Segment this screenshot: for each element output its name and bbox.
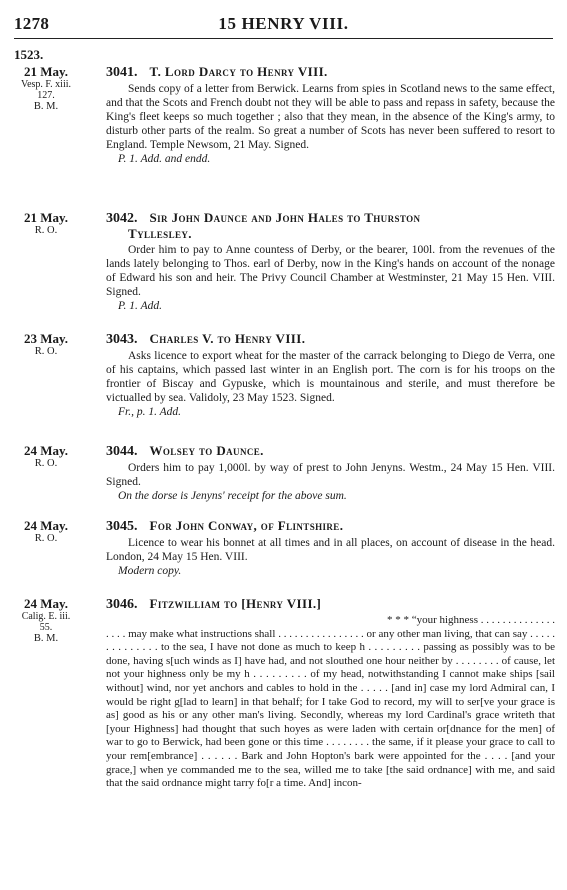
entry-date: 24 May. [23, 443, 69, 458]
entry-main [106, 596, 555, 791]
entry-main [106, 331, 555, 419]
page-number: 1278 [14, 14, 50, 33]
entry-date: 24 May. [23, 596, 69, 611]
entry-title: For John Conway, of Flintshire. [149, 518, 344, 533]
entry-note: Fr., p. 1. Add. [118, 406, 182, 418]
entry-note: On the dorse is Jenyns' receipt for the above sum. [118, 490, 347, 502]
entry-main [106, 210, 555, 313]
entry-number: 3046. [106, 597, 138, 612]
entry-main [106, 443, 555, 503]
entry-source: B. M. [33, 633, 59, 644]
entry-margin [0, 443, 92, 470]
entry-source: R. O. [34, 225, 58, 236]
entry-number: 3043. [106, 332, 138, 347]
entry-reference: Calig. E. iii. [21, 611, 71, 622]
entry-source: B. M. [33, 101, 59, 112]
entry-title: Wolsey to Daunce. [149, 443, 264, 458]
entry-date: 21 May. [23, 210, 69, 225]
entry-margin [0, 518, 92, 545]
entry-margin [0, 596, 92, 645]
entry-reference-folio: 55. [39, 622, 53, 633]
entry-body: . . . . may make what instructions shall . . . . . . . . . . . . . . . . or any other man living, that can say . . . . . . . . . . . . . . to the sea, I have not done as much to keep h . . . . . . . . . passing as possibly was to be done, having s[uch winds as I] have had, and not slouthed one hour neither by . . . . . . . . of cause, let not your highness only be my h . . . . . . . . . of my head, notwithstanding I cannot make ships [sail without] wind, nor yet anchors and cables to hold in the . . . . . [and in] case my lord Admiral can, I would be right g[lad to learn] in that behalf; for I take God to record, my will to ser[ve your grace is as] good as his or any other man's living. Secondly, whereas my lord Cardinal's grace writeth that [your Highness] had thought that such hoyes as were laden with certain or[dnance for the men] of war to go to Berwick, had been gone or this time . . . . . . . . the same, if it please your grace to call to your rem[embrance] . . . . . . Bark and John Hopton's bark were appointed for the . . . . [and your grace,] when ye commanded me to the sea, willed me to take [the said ordnance] with me, and said that the said ordnance might tarry fo[r a time. And] incon- [106, 627, 555, 790]
entry-number: 3041. [106, 65, 138, 80]
entry-number: 3044. [106, 444, 138, 459]
entry-title: Sir John Daunce and John Hales to Thurston [149, 210, 421, 225]
entry-title-tail: * * * “your highness . . . . . . . . . . . . . . [386, 614, 555, 626]
entry-number: 3042. [106, 211, 138, 226]
running-head: 15 HENRY VIII. [218, 14, 349, 33]
entry-source: R. O. [34, 533, 58, 544]
entry-source: R. O. [34, 346, 58, 357]
entry-title-continued: Tyllesley. [128, 226, 192, 241]
entry-date: 21 May. [23, 64, 69, 79]
page-header [14, 10, 553, 36]
entry-title: Fitzwilliam to [Henry VIII.] [149, 596, 322, 611]
year-label: 1523. [14, 47, 44, 62]
entry-title: T. Lord Darcy to Henry VIII. [149, 64, 328, 79]
entry-body: Licence to wear his bonnet at all times and in all places, on account of disease in the head. London, 24 May 15 Hen. VIII. [106, 537, 555, 563]
entry-note: Modern copy. [118, 565, 182, 577]
entry-date: 24 May. [23, 518, 69, 533]
entry-reference: Vesp. F. xiii. [20, 79, 72, 90]
entry-date: 23 May. [23, 331, 69, 346]
entry-title: Charles V. to Henry VIII. [149, 331, 306, 346]
entry-note: P. 1. Add. and endd. [118, 153, 211, 165]
entry-number: 3045. [106, 519, 138, 534]
entry-main [106, 64, 555, 166]
entry-note: P. 1. Add. [118, 300, 162, 312]
entry-margin [0, 64, 92, 113]
entry-body: Order him to pay to Anne countess of Derby, or the bearer, 100l. from the revenues of the lands lately belonging to Thos. earl of Derby, now in the King's hands on account of the nonage of Edward his son and heir. The Privy Council Chamber at Westminster, 21 May 15 Hen. VIII. Signed. [106, 244, 555, 298]
header-rule [14, 38, 553, 39]
entry-body: Orders him to pay 1,000l. by way of prest to John Jenyns. Westm., 24 May 15 Hen. VIII. Signed. [106, 462, 555, 488]
entry-margin [0, 210, 92, 237]
entry-main [106, 518, 555, 578]
entry-source: R. O. [34, 458, 58, 469]
entry-reference-folio: 127. [37, 90, 55, 101]
entry-body: Asks licence to export wheat for the master of the carrack belonging to Diego de Verra, one of his captains, which passed last winter in an English port. The corn is for his troops on the frontier of Biscay and Gypuske, which is mountainous and sterile, and must therefore be victualled by sea. Validoly, 23 May 1523. Signed. [106, 350, 555, 404]
entry-body: Sends copy of a letter from Berwick. Learns from spies in Scotland news to the same effect, and that the Scots and French doubt not they will be able to pass and repass in safety, because the King's fleet keeps so much together ; also that they mean, in the absence of the King's army, to disturb other parts of the realm. So great a number of Scots has never been suffered to resort to England. Temple Newsom, 21 May. Signed. [106, 83, 555, 151]
entry-margin [0, 331, 92, 358]
